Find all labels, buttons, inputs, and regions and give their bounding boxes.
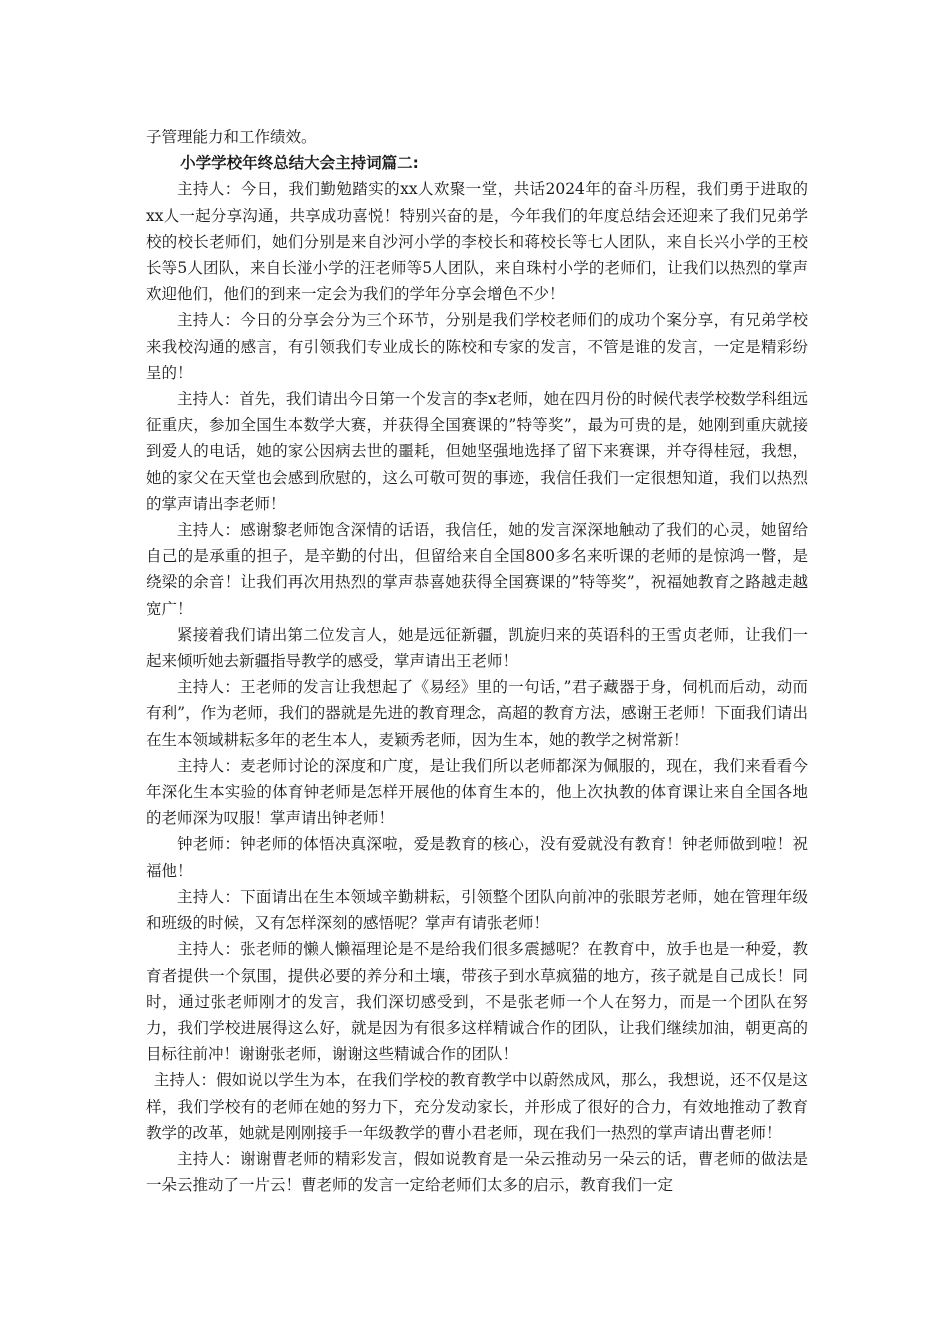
paragraph: 钟老师：钟老师的体悟决真深啦，爱是教育的核心，没有爱就没有教育！钟老师做到啦！祝福他！ (146, 835, 808, 880)
paragraph: 主持人：张老师的懒人懒福理论是不是给我们很多震撼呢？在教育中，放手也是一种爱，教育者提供一个氛围，提供必要的养分和土壤，带孩子到水草疯猫的地方，孩子就是自己成长！同时，通过张老师刚才的发言，我们深切感受到，不是张老师一个人在努力，而是一个团队在努力，我们学校进展得这么好，就是因为有很多这样精诚合作的团队，让我们继续加油，朝更高的目标往前冲！谢谢张老师，谢谢这些精诚合作的团队！ (146, 940, 808, 1064)
paragraph: 紧接着我们请出第二位发言人，她是远征新疆，凯旋归来的英语科的王雪贞老师，让我们一起来倾听她去新疆指导教学的感受，掌声请出王老师！ (146, 625, 808, 671)
paragraph: 主持人：麦老师讨论的深度和广度，是让我们所以老师都深为佩服的，现在，我们来看看今年深化生本实验的体育钟老师是怎样开展他的体育生本的，他上次执教的体育课让来自全国各地的老师深为叹服！掌声请出钟老师！ (146, 756, 808, 828)
paragraph: 主持人：王老师的发言让我想起了《易经》里的一句话，”君子藏器于身，伺机而后动，动而有利”，作为老师，我们的器就是先进的教育理念，高超的教育方法，感谢王老师！下面我们请出在生本领域耕耘多年的老生本人，麦颖秀老师，因为生本，她的教学之树常新！ (146, 678, 808, 749)
paragraph: 主持人：假如说以学生为本，在我们学校的教育教学中以蔚然成风，那么，我想说，还不仅是这样，我们学校有的老师在她的努力下，充分发动家长，并形成了很好的合力，有效地推动了教育教学的改革，她就是刚刚接手一年级教学的曹小君老师，现在我们一热烈的掌声请出曹老师！ (146, 1071, 808, 1142)
paragraph: 主持人：今日的分享会分为三个环节，分别是我们学校老师们的成功个案分享，有兄弟学校来我校沟通的感言，有引领我们专业成长的陈校和专家的发言，不管是谁的发言，一定是精彩纷呈的！ (146, 311, 808, 382)
paragraph: 主持人：感谢黎老师饱含深情的话语，我信任，她的发言深深地触动了我们的心灵，她留给自己的是承重的担子，是辛勤的付出，但留给来自全国800多名来听课的老师的是惊鸿一瞥，是绕梁的余音！让我们再次用热烈的掌声恭喜她获得全国赛课的”特等奖”，祝福她教育之路越走越宽广！ (146, 521, 808, 618)
paragraph: 主持人：下面请出在生本领域辛勤耕耘，引领整个团队向前冲的张眼芳老师，她在管理年级和班级的时候，又有怎样深刻的感悟呢？掌声有请张老师！ (146, 887, 808, 933)
lead-fragment: 子管理能力和工作绩效。 (146, 128, 317, 146)
document-body (146, 124, 808, 1198)
paragraph: 主持人：今日，我们勤勉踏实的xx人欢聚一堂，共话2024年的奋斗历程，我们勇于进取的xx人一起分享沟通，共享成功喜悦！特别兴奋的是，今年我们的年度总结会还迎来了我们兄弟学校的校长老师们，她们分别是来自沙河小学的李校长和蒋校长等七人团队，来自长兴小学的王校长等5人团队，来自长湴小学的汪老师等5人团队，来自珠村小学的老师们，让我们以热烈的掌声欢迎他们，他们的到来一定会为我们的学年分享会增色不少！ (146, 180, 808, 304)
paragraph: 主持人：谢谢曹老师的精彩发言，假如说教育是一朵云推动另一朵云的话，曹老师的做法是一朵云推动了一片云！曹老师的发言一定给老师们太多的启示，教育我们一定 (146, 1149, 808, 1195)
paragraph: 主持人：首先，我们请出今日第一个发言的李x老师，她在四月份的时候代表学校数学科组远征重庆，参加全国生本数学大赛，并获得全国赛课的”特等奖”，最为可贵的是，她刚到重庆就接到爱人的电话，她的家公因病去世的噩耗，但她坚强地选择了留下来赛课，并夺得桂冠，我想，她的家父在天堂也会感到欣慰的，这么可敬可贺的事迹，我信任我们一定很想知道，我们以热烈的掌声请出李老师！ (146, 390, 808, 513)
section-title: 小学学校年终总结大会主持词篇二: (180, 154, 419, 173)
